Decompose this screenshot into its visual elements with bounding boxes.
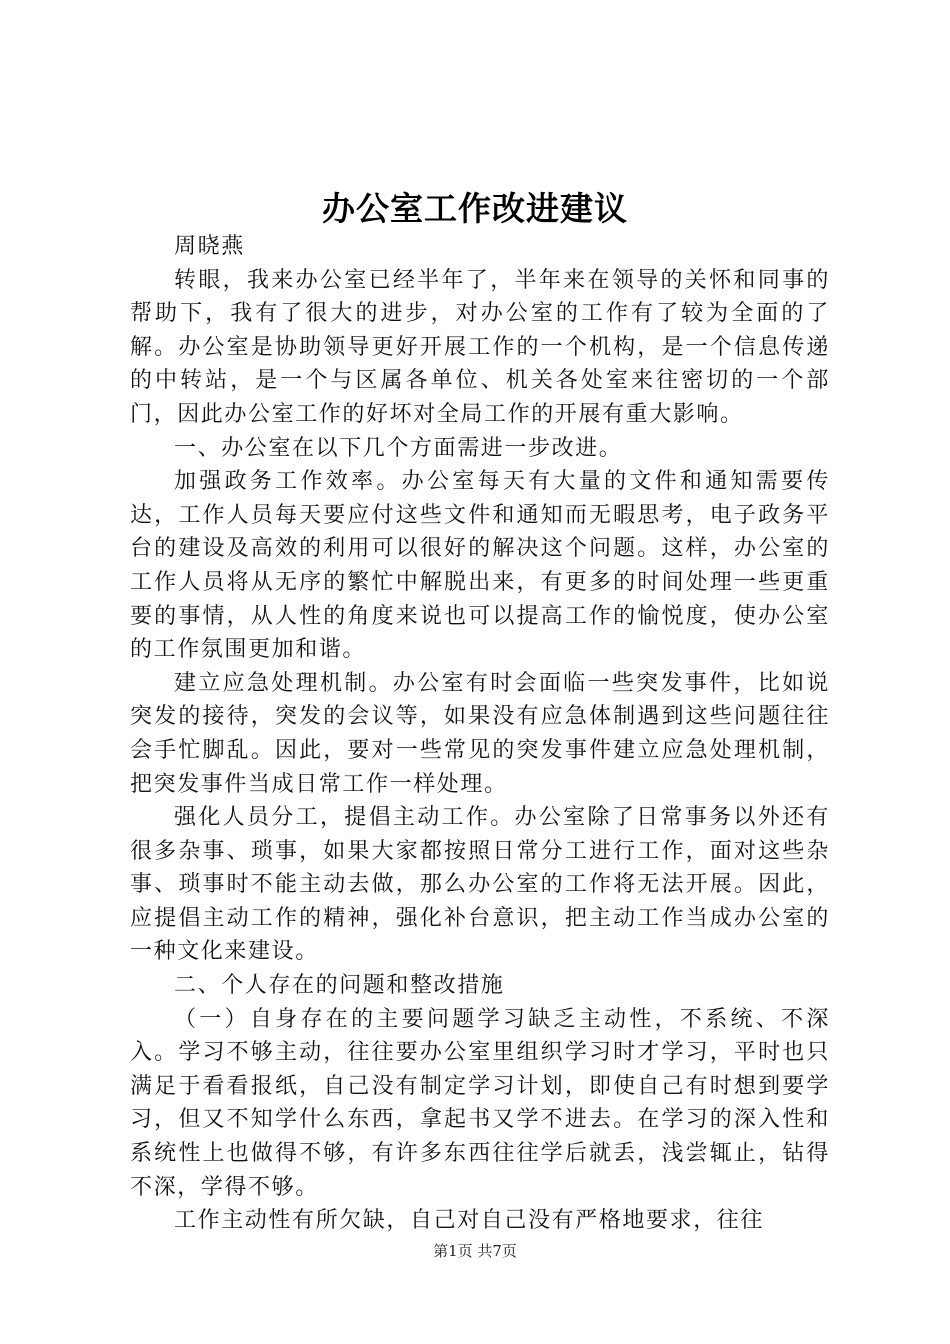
paragraph: 转眼，我来办公室已经半年了，半年来在领导的关怀和同事的帮助下，我有了很大的进步，对办公室的工作有了较为全面的了解。办公室是协助领导更好开展工作的一个机构，是一个信息传递的中转站，是一个与区属各单位、机关各处室来往密切的一个部门，因此办公室工作的好坏对全局工作的开展有重大影响。 bbox=[130, 267, 830, 427]
page-number-footer: 第1页 共7页 bbox=[433, 1242, 517, 1260]
paragraph: （一）自身存在的主要问题学习缺乏主动性，不系统、不深入。学习不够主动，往往要办公室里组织学习时才学习，平时也只满足于看看报纸，自己没有制定学习计划，即使自己有时想到要学习，但又不知学什么东西，拿起书又学不进去。在学习的深入性和系统性上也做得不够，有许多东西往往学后就丢，浅尝辄止，钻得不深，学得不够。 bbox=[130, 1006, 830, 1200]
paragraph: 建立应急处理机制。办公室有时会面临一些突发事件，比如说突发的接待，突发的会议等，如果没有应急体制遇到这些问题往往会手忙脚乱。因此，要对一些常见的突发事件建立应急处理机制，把突发事件当成日常工作一样处理。 bbox=[130, 670, 830, 797]
author-line: 周晓燕 bbox=[174, 234, 245, 259]
document-title: 办公室工作改进建议 bbox=[322, 189, 628, 228]
section-heading: 二、个人存在的问题和整改措施 bbox=[174, 973, 505, 999]
section-heading: 一、办公室在以下几个方面需进一步改进。 bbox=[174, 435, 623, 461]
paragraph: 强化人员分工，提倡主动工作。办公室除了日常事务以外还有很多杂事、琐事，如果大家都按照日常分工进行工作，面对这些杂事、琐事时不能主动去做，那么办公室的工作将无法开展。因此，应提倡主动工作的精神，强化补台意识，把主动工作当成办公室的一种文化来建设。 bbox=[130, 805, 830, 965]
document-body bbox=[130, 230, 830, 1238]
paragraph: 加强政务工作效率。办公室每天有大量的文件和通知需要传达，工作人员每天要应付这些文件和通知而无暇思考，电子政务平台的建设及高效的利用可以很好的解决这个问题。这样，办公室的工作人员将从无序的繁忙中解脱出来，有更多的时间处理一些更重要的事情，从人性的角度来说也可以提高工作的愉悦度，使办公室的工作氛围更加和谐。 bbox=[130, 469, 830, 663]
paragraph: 工作主动性有所欠缺，自己对自己没有严格地要求，往往 bbox=[174, 1208, 765, 1234]
